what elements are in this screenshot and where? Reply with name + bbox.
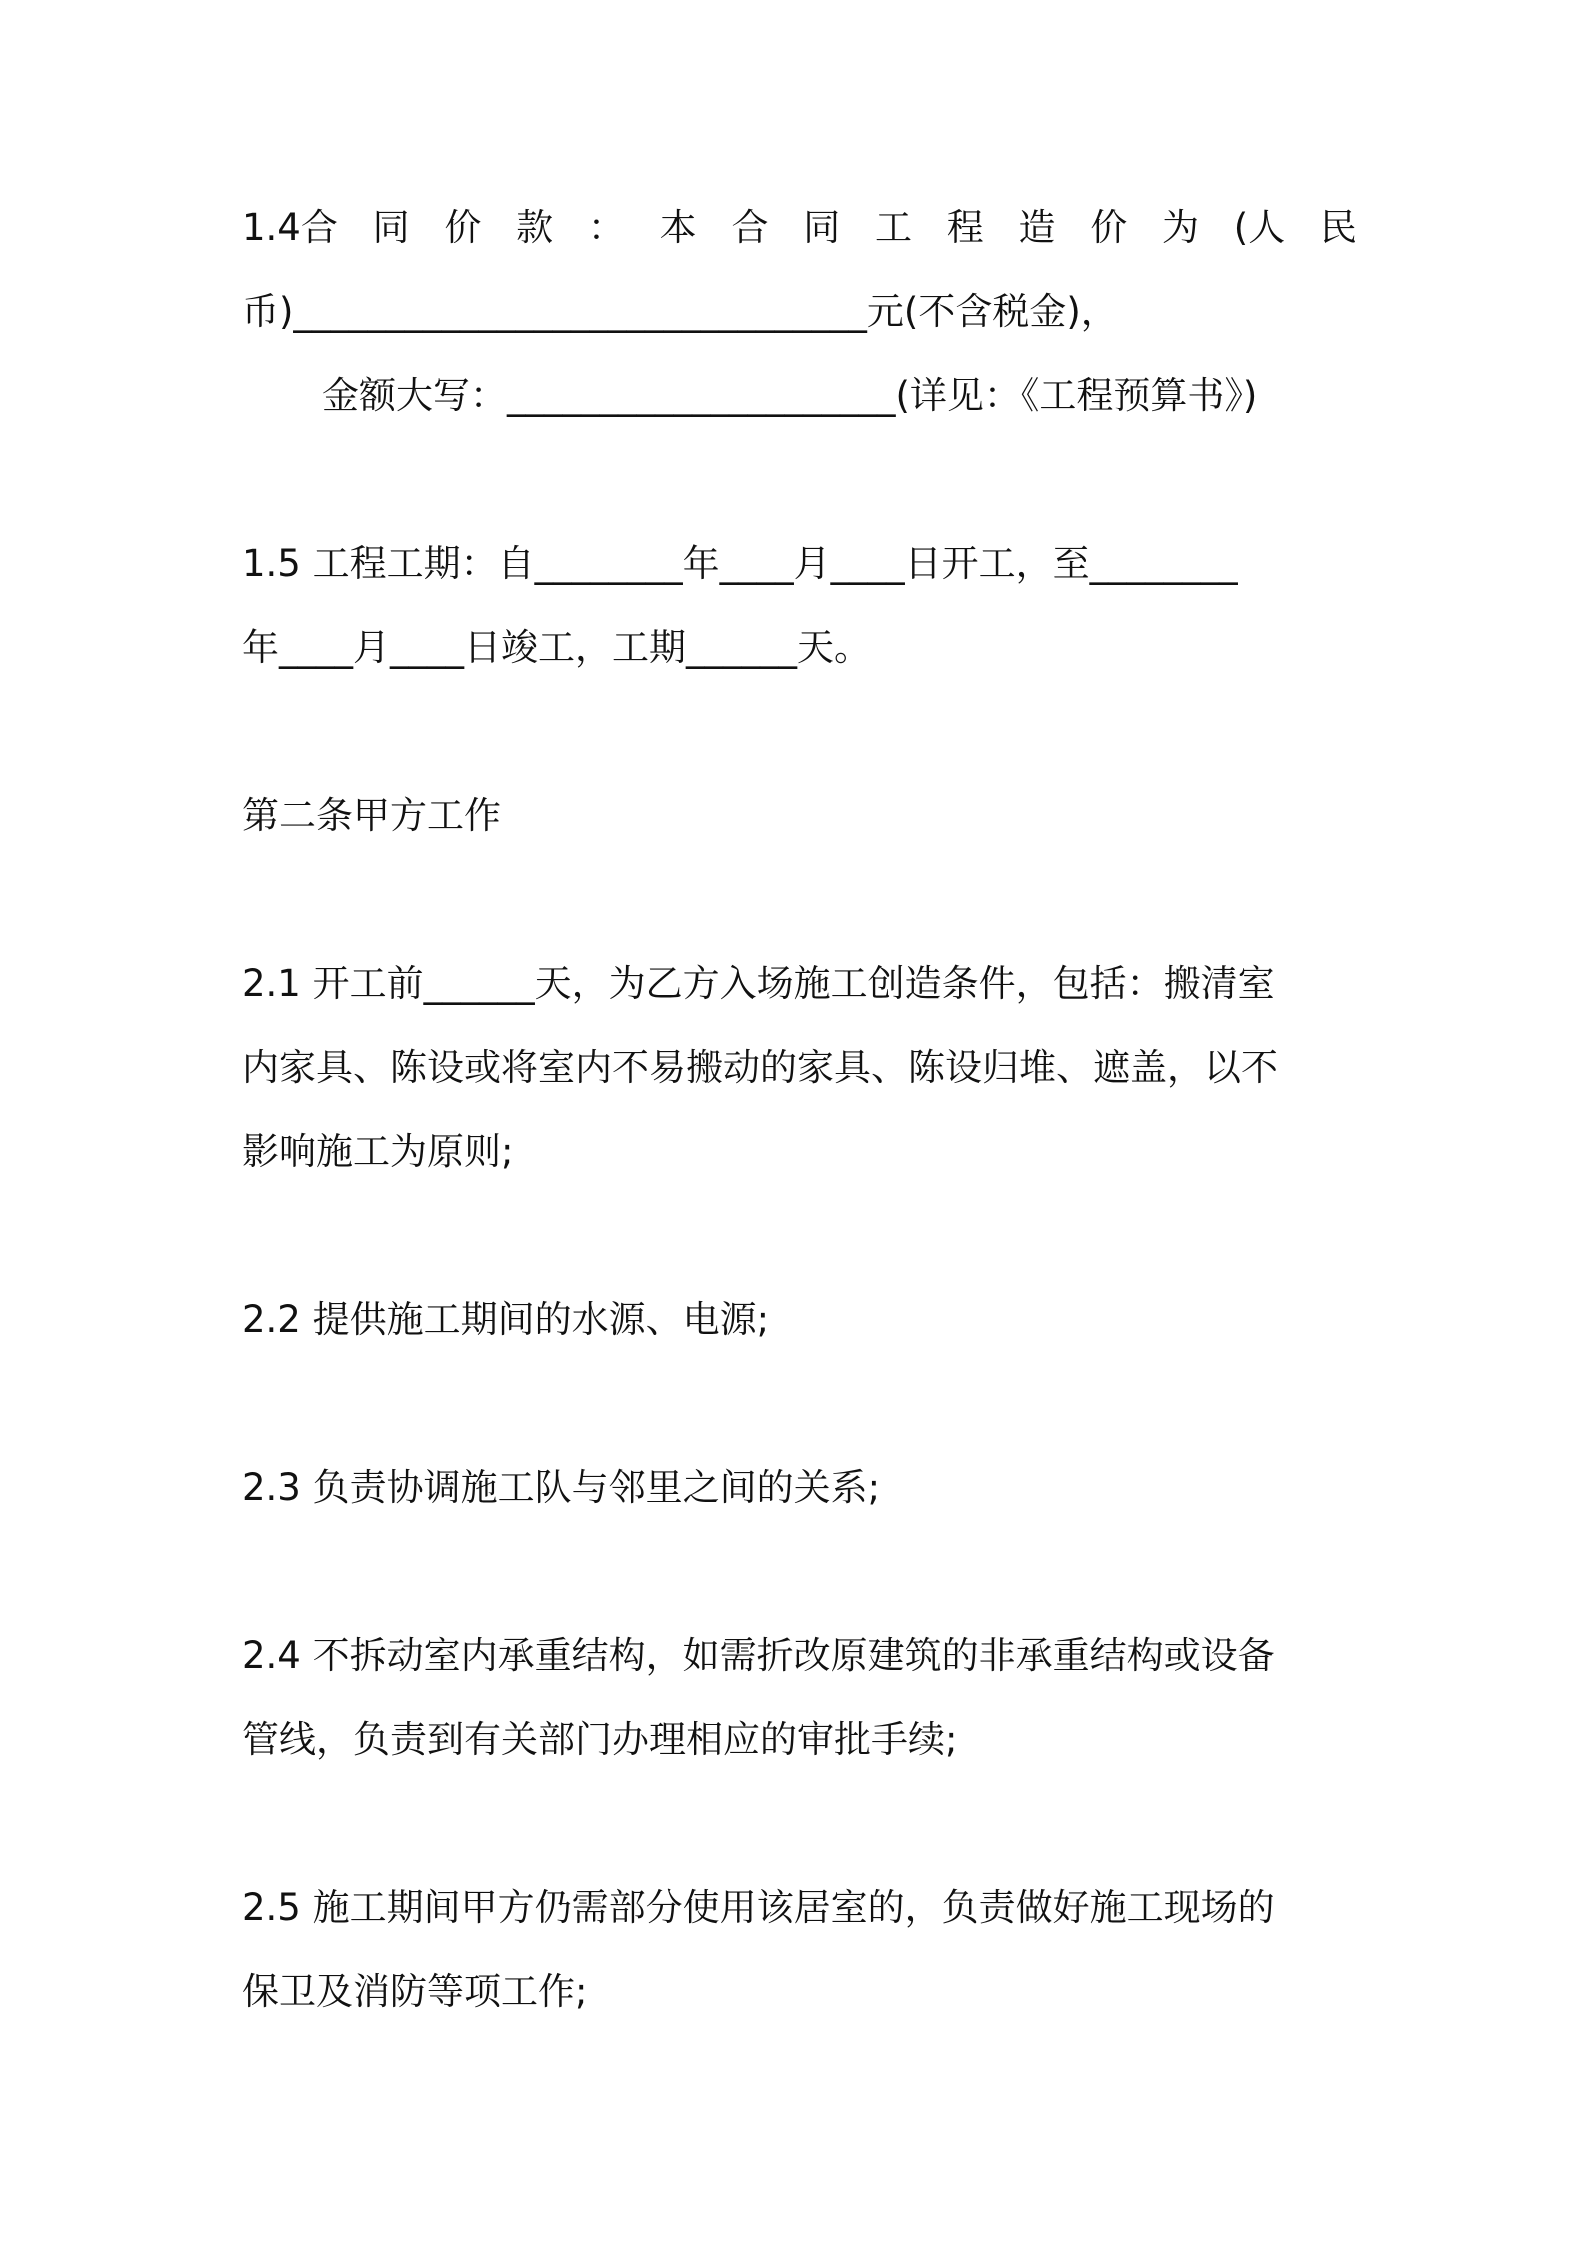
clause-1-4-line-2: 币)_______________________________元(不含税金)， — [242, 290, 1118, 333]
clause-1-5-line-1: 1.5 工程工期：自________年____月____日开工，至________ — [242, 542, 1238, 585]
clause-1-4-char: 民 — [1320, 206, 1357, 249]
clause-1-4-char: 本 — [659, 206, 697, 249]
clause-2-2-line-1: 2.2 提供施工期间的水源、电源; — [242, 1298, 770, 1341]
clause-1-4-char: 为 — [1162, 206, 1200, 249]
clause-1-4-char: 价 — [1090, 206, 1128, 249]
clause-1-4-line-3: 金额大写：_____________________(详见：《工程预算书》) — [322, 374, 1258, 417]
clause-1-4-char: 造 — [1018, 206, 1056, 249]
clause-1-4-char: 1.4合 — [242, 206, 338, 249]
clause-2-5-line-2: 保卫及消防等项工作; — [242, 1970, 588, 2013]
clause-1-4-char: 同 — [803, 206, 841, 249]
clause-1-4-char: 工 — [874, 206, 912, 249]
article-2-heading: 第二条甲方工作 — [242, 794, 501, 837]
clause-1-4-char: 合 — [731, 206, 769, 249]
clause-1-4-char: (人 — [1233, 206, 1286, 249]
clause-1-4-line-1 — [242, 202, 1357, 254]
clause-2-3-line-1: 2.3 负责协调施工队与邻里之间的关系; — [242, 1466, 881, 1509]
clause-1-5-line-2: 年____月____日竣工，工期______天。 — [242, 626, 871, 669]
clause-2-4-line-2: 管线，负责到有关部门办理相应的审批手续; — [242, 1718, 958, 1761]
clause-1-4-char: 款 — [516, 206, 554, 249]
clause-1-4-char: 程 — [946, 206, 984, 249]
clause-2-1-line-1: 2.1 开工前______天，为乙方入场施工创造条件，包括：搬清室 — [242, 962, 1275, 1005]
clause-2-1-line-3: 影响施工为原则; — [242, 1130, 514, 1173]
clause-2-4-line-1: 2.4 不拆动室内承重结构，如需折改原建筑的非承重结构或设备 — [242, 1634, 1275, 1677]
clause-1-4-char: 同 — [372, 206, 410, 249]
clause-1-4-char: ： — [587, 206, 625, 249]
clause-2-5-line-1: 2.5 施工期间甲方仍需部分使用该居室的，负责做好施工现场的 — [242, 1886, 1275, 1929]
clause-2-1-line-2: 内家具、陈设或将室内不易搬动的家具、陈设归堆、遮盖，以不 — [242, 1046, 1278, 1089]
clause-1-4-char: 价 — [444, 206, 482, 249]
